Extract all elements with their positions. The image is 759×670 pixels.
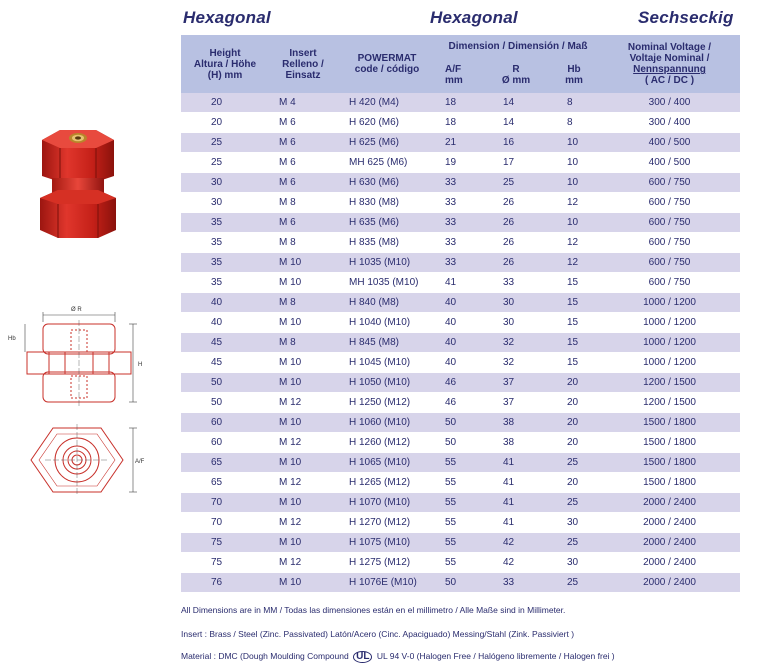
table-row [181,213,740,233]
cell-r: 26 [483,253,549,273]
cell-af: 40 [437,353,483,373]
cell-code: H 835 (M8) [337,233,437,253]
cell-code: MH 1035 (M10) [337,273,437,293]
cell-insert: M 12 [269,513,337,533]
cell-height: 30 [181,173,269,193]
cell-code: H 840 (M8) [337,293,437,313]
cell-r: 32 [483,333,549,353]
cell-height: 20 [181,113,269,133]
cell-voltage: 600 / 750 [599,193,740,213]
cell-voltage: 2000 / 2400 [599,573,740,593]
cell-r: 26 [483,193,549,213]
cell-height: 65 [181,453,269,473]
table-row [181,193,740,213]
cell-height: 35 [181,273,269,293]
cell-height: 35 [181,233,269,253]
table-row [181,413,740,433]
cell-af: 50 [437,433,483,453]
cell-hb: 8 [549,93,599,113]
cell-code: H 620 (M6) [337,113,437,133]
cell-voltage: 600 / 750 [599,213,740,233]
cell-height: 60 [181,413,269,433]
cell-insert: M 12 [269,433,337,453]
cell-hb: 10 [549,173,599,193]
cell-code: H 1270 (M12) [337,513,437,533]
cell-r: 25 [483,173,549,193]
table-row [181,353,740,373]
table-row [181,333,740,353]
cell-code: MH 625 (M6) [337,153,437,173]
cell-af: 55 [437,533,483,553]
cell-hb: 30 [549,553,599,573]
cell-height: 40 [181,313,269,333]
cell-code: H 1075 (M10) [337,533,437,553]
cell-hb: 20 [549,373,599,393]
header-dimension: Dimension / Dimensión / Maß [437,35,599,57]
cell-height: 70 [181,513,269,533]
cell-r: 37 [483,393,549,413]
table-row [181,453,740,473]
cell-hb: 12 [549,253,599,273]
table-row [181,513,740,533]
cell-r: 41 [483,453,549,473]
cell-height: 75 [181,533,269,553]
cell-r: 37 [483,373,549,393]
cell-af: 50 [437,573,483,593]
cell-r: 41 [483,473,549,493]
table-body [181,93,740,593]
cell-r: 16 [483,133,549,153]
cell-voltage: 1200 / 1500 [599,393,740,413]
cell-r: 26 [483,233,549,253]
specification-table [181,35,740,593]
cell-hb: 8 [549,113,599,133]
cell-af: 40 [437,293,483,313]
cell-insert: M 6 [269,173,337,193]
cell-height: 60 [181,433,269,453]
cell-hb: 15 [549,273,599,293]
title-english: Hexagonal [183,8,271,27]
cell-insert: M 6 [269,213,337,233]
cell-code: H 1060 (M10) [337,413,437,433]
cell-code: H 635 (M6) [337,213,437,233]
cell-voltage: 1200 / 1500 [599,373,740,393]
cell-code: H 420 (M4) [337,93,437,113]
cell-insert: M 6 [269,133,337,153]
table-row [181,293,740,313]
note-dimensions: All Dimensions are in MM / Todas las dimensiones están en el millimetro / Alle Maße sind in Millimeter. [181,605,566,615]
cell-code: H 1250 (M12) [337,393,437,413]
cell-hb: 25 [549,493,599,513]
cell-hb: 25 [549,453,599,473]
cell-code: H 1050 (M10) [337,373,437,393]
cell-af: 33 [437,193,483,213]
cell-insert: M 10 [269,413,337,433]
cell-r: 30 [483,313,549,333]
cell-r: 38 [483,433,549,453]
title-german: Sechseckig [638,8,734,27]
cell-voltage: 1000 / 1200 [599,293,740,313]
table-row [181,173,740,193]
table-row [181,473,740,493]
cell-r: 33 [483,273,549,293]
technical-drawing [5,300,155,500]
cell-af: 40 [437,313,483,333]
cell-af: 21 [437,133,483,153]
cell-code: H 845 (M8) [337,333,437,353]
cell-af: 55 [437,453,483,473]
cell-af: 41 [437,273,483,293]
cell-height: 45 [181,333,269,353]
label-h: H [138,362,143,368]
table-row [181,253,740,273]
cell-height: 35 [181,253,269,273]
cell-voltage: 1500 / 1800 [599,473,740,493]
cell-code: H 1035 (M10) [337,253,437,273]
cell-voltage: 400 / 500 [599,133,740,153]
cell-code: H 1045 (M10) [337,353,437,373]
cell-voltage: 300 / 400 [599,113,740,133]
cell-voltage: 1500 / 1800 [599,413,740,433]
cell-voltage: 300 / 400 [599,93,740,113]
cell-code: H 630 (M6) [337,173,437,193]
cell-af: 55 [437,473,483,493]
label-hb: Hb [8,336,16,342]
cell-hb: 20 [549,393,599,413]
table-row [181,553,740,573]
cell-height: 70 [181,493,269,513]
cell-hb: 20 [549,473,599,493]
cell-voltage: 2000 / 2400 [599,553,740,573]
cell-insert: M 6 [269,113,337,133]
cell-height: 65 [181,473,269,493]
note-material [181,651,615,663]
cell-hb: 10 [549,133,599,153]
cell-height: 20 [181,93,269,113]
title-spanish: Hexagonal [430,8,518,27]
cell-insert: M 12 [269,473,337,493]
table-row [181,493,740,513]
table-row [181,133,740,153]
cell-r: 14 [483,93,549,113]
ul-logo: UL [353,651,372,663]
cell-voltage: 1500 / 1800 [599,453,740,473]
cell-insert: M 8 [269,333,337,353]
cell-r: 30 [483,293,549,313]
header-voltage: Nominal Voltage / Voltaje Nominal / Nennspannung ( AC / DC ) [599,35,740,93]
insulator-photo [30,118,126,250]
cell-height: 50 [181,373,269,393]
header-height: Height Altura / Höhe (H) mm [181,35,269,93]
cell-hb: 12 [549,233,599,253]
cell-insert: M 8 [269,293,337,313]
cell-af: 18 [437,113,483,133]
cell-insert: M 10 [269,533,337,553]
cell-voltage: 1000 / 1200 [599,333,740,353]
cell-insert: M 10 [269,353,337,373]
cell-insert: M 10 [269,493,337,513]
cell-af: 40 [437,333,483,353]
cell-voltage: 1000 / 1200 [599,313,740,333]
cell-af: 19 [437,153,483,173]
table-row [181,153,740,173]
cell-voltage: 600 / 750 [599,253,740,273]
cell-voltage: 600 / 750 [599,233,740,253]
cell-code: H 625 (M6) [337,133,437,153]
cell-insert: M 10 [269,573,337,593]
cell-hb: 25 [549,573,599,593]
cell-insert: M 10 [269,373,337,393]
cell-hb: 15 [549,353,599,373]
cell-hb: 12 [549,193,599,213]
cell-af: 33 [437,253,483,273]
cell-hb: 20 [549,433,599,453]
cell-hb: 20 [549,413,599,433]
cell-r: 17 [483,153,549,173]
header-code: POWERMAT code / código [337,35,437,93]
header-insert: Insert Relleno / Einsatz [269,35,337,93]
label-af: A/F [135,459,145,465]
cell-insert: M 10 [269,273,337,293]
table-row [181,393,740,413]
table-row [181,233,740,253]
cell-voltage: 600 / 750 [599,173,740,193]
cell-voltage: 400 / 500 [599,153,740,173]
cell-voltage: 600 / 750 [599,273,740,293]
cell-insert: M 12 [269,553,337,573]
cell-height: 25 [181,133,269,153]
cell-af: 33 [437,233,483,253]
cell-code: H 1070 (M10) [337,493,437,513]
cell-hb: 25 [549,533,599,553]
cell-insert: M 10 [269,313,337,333]
cell-hb: 15 [549,313,599,333]
cell-af: 33 [437,173,483,193]
cell-hb: 10 [549,213,599,233]
cell-height: 76 [181,573,269,593]
cell-height: 35 [181,213,269,233]
cell-height: 50 [181,393,269,413]
cell-af: 33 [437,213,483,233]
cell-insert: M 6 [269,153,337,173]
cell-code: H 1076E (M10) [337,573,437,593]
cell-af: 46 [437,373,483,393]
cell-af: 55 [437,513,483,533]
cell-voltage: 2000 / 2400 [599,493,740,513]
note-insert: Insert : Brass / Steel (Zinc. Passivated) Latón/Acero (Cinc. Apaciguado) Messing/Stahl (Zink. Passiviert ) [181,629,575,639]
header-af: A/F mm [437,57,483,93]
cell-af: 46 [437,393,483,413]
table-row [181,273,740,293]
cell-hb: 15 [549,293,599,313]
cell-af: 50 [437,413,483,433]
header-hb: Hb mm [549,57,599,93]
label-r: Ø R [71,307,82,313]
cell-r: 41 [483,513,549,533]
note-material-pre: Material : DMC (Dough Moulding Compound [181,651,349,661]
cell-af: 55 [437,493,483,513]
cell-code: H 830 (M8) [337,193,437,213]
table-row [181,433,740,453]
cell-insert: M 8 [269,193,337,213]
cell-hb: 15 [549,333,599,353]
cell-code: H 1065 (M10) [337,453,437,473]
cell-voltage: 2000 / 2400 [599,533,740,553]
cell-code: H 1040 (M10) [337,313,437,333]
cell-r: 33 [483,573,549,593]
cell-height: 75 [181,553,269,573]
cell-af: 18 [437,93,483,113]
table-row [181,573,740,593]
cell-height: 25 [181,153,269,173]
cell-insert: M 4 [269,93,337,113]
cell-r: 41 [483,493,549,513]
table-row [181,533,740,553]
header-r: R Ø mm [483,57,549,93]
cell-voltage: 2000 / 2400 [599,513,740,533]
table-row [181,373,740,393]
cell-code: H 1265 (M12) [337,473,437,493]
cell-insert: M 12 [269,393,337,413]
cell-voltage: 1500 / 1800 [599,433,740,453]
cell-height: 45 [181,353,269,373]
cell-r: 32 [483,353,549,373]
cell-height: 30 [181,193,269,213]
note-material-post: UL 94 V-0 (Halogen Free / Halógeno libremente / Halogen frei ) [376,651,615,661]
cell-af: 55 [437,553,483,573]
table-row [181,313,740,333]
cell-insert: M 10 [269,453,337,473]
cell-code: H 1275 (M12) [337,553,437,573]
cell-code: H 1260 (M12) [337,433,437,453]
cell-height: 40 [181,293,269,313]
cell-hb: 30 [549,513,599,533]
cell-hb: 10 [549,153,599,173]
table-row [181,93,740,113]
cell-r: 14 [483,113,549,133]
cell-insert: M 8 [269,233,337,253]
cell-voltage: 1000 / 1200 [599,353,740,373]
cell-insert: M 10 [269,253,337,273]
table-row [181,113,740,133]
cell-r: 42 [483,533,549,553]
cell-r: 38 [483,413,549,433]
cell-r: 42 [483,553,549,573]
cell-r: 26 [483,213,549,233]
